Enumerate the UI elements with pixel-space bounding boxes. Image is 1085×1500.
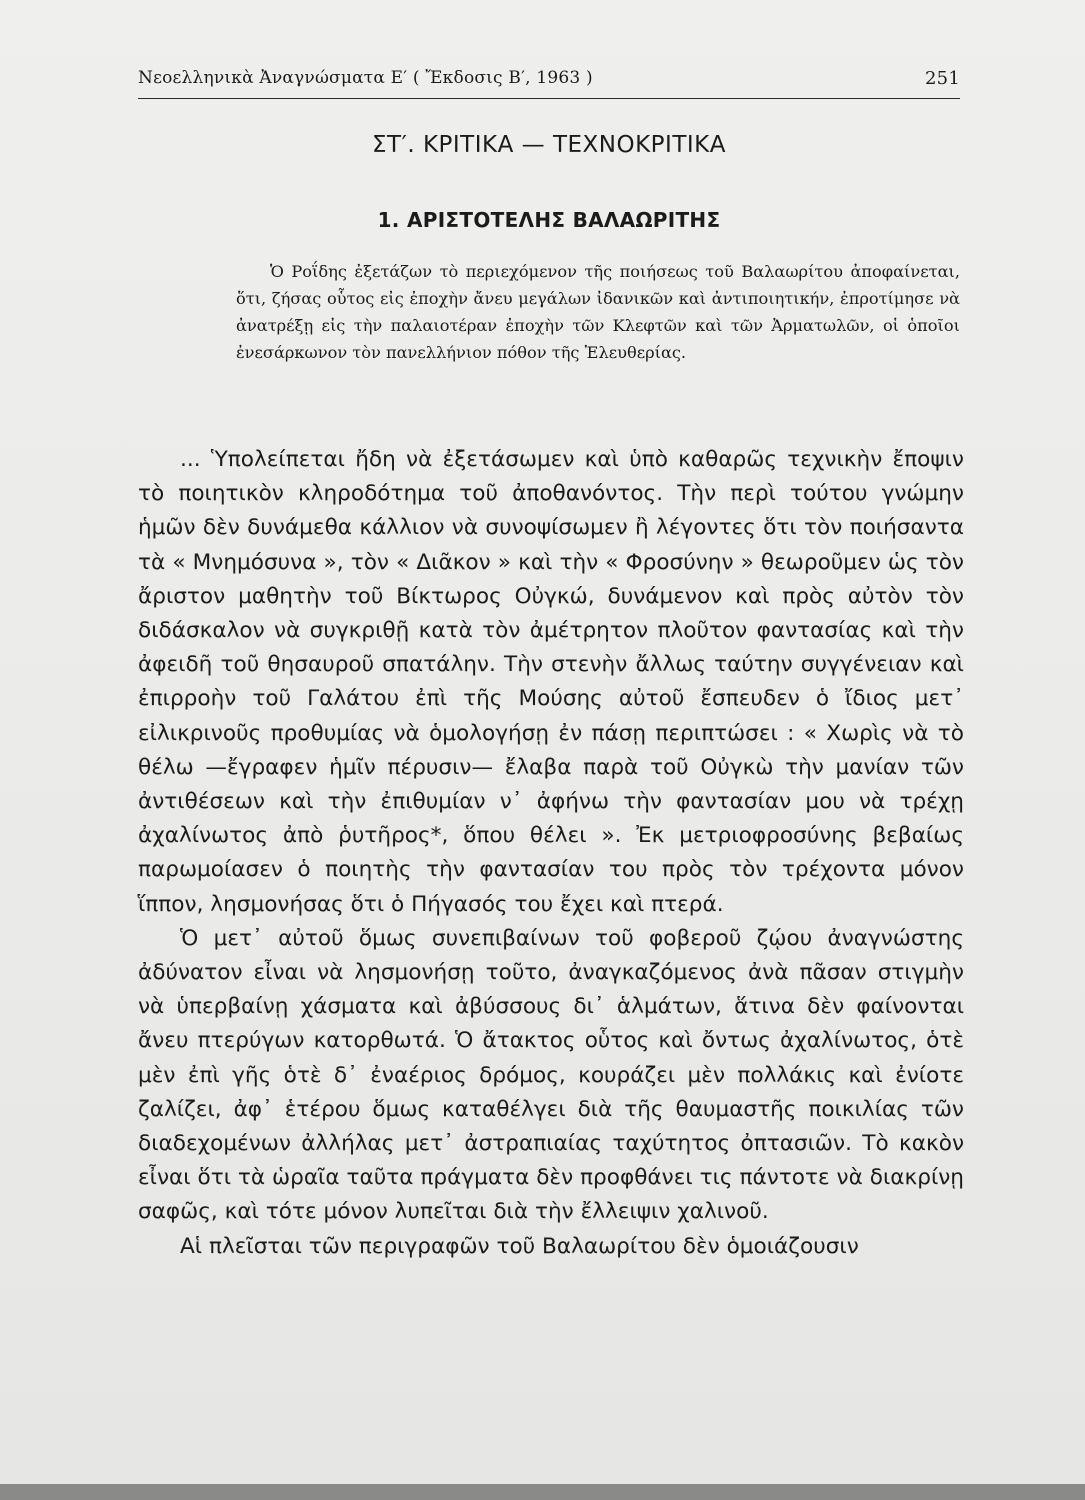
running-title: Νεοελληνικὰ Ἀναγνώσματα Ε′ ( Ἔκδοσις Β′, 1963 ) [138, 68, 593, 88]
body-text [138, 443, 964, 1264]
section-title: ΣΤ′. ΚΡΙΤΙΚΑ — ΤΕΧΝΟΚΡΙΤΙΚΑ [372, 132, 726, 158]
intro-paragraph: Ὁ Ροΐδης ἐξετάζων τὸ περιεχόμενον τῆς ποιήσεως τοῦ Βαλαωρίτου ἀποφαίνεται, ὅτι, ζήσας οὗτος εἰς ἐποχὴν ἄνευ μεγάλων ἰδανικῶν καὶ ἀντιποιητικήν, ἐπροτίμησε νὰ ἀνατρέξῃ εἰς τὴν παλαιοτέραν ἐποχὴν τῶν Κλεφτῶν καὶ τῶν Ἀρματωλῶν, οἱ ὁποῖοι ἐνεσάρκωνον τὸν πανελλήνιον πόθον τῆς Ἐλευθερίας. [236, 262, 960, 362]
body-paragraph: ... Ὑπολείπεται ἤδη νὰ ἐξετάσωμεν καὶ ὑπὸ καθαρῶς τεχνικὴν ἔποψιν τὸ ποιητικὸν κληροδότημα τοῦ ἀποθανόντος. Τὴν περὶ τούτου γνώμην ἡμῶν δὲν δυνάμεθα κάλλιον νὰ συνοψίσωμεν ἢ λέγοντες ὅτι τὸν ποιήσαντα τὰ « Μνημόσυνα », τὸν « Διᾶκον » καὶ τὴν « Φροσύνην » θεωροῦμεν ὡς τὸν ἄριστον μαθητὴν τοῦ Βίκτωρος Οὐγκώ, δυνάμενον καὶ πρὸς αὐτὸν τὸν διδάσκαλον νὰ συγκριθῇ κατὰ τὸν ἀμέτρητον πλοῦτον φαντασίας καὶ τὴν ἀφειδῆ τοῦ θησαυροῦ σπατάλην. Τὴν στενὴν ἄλλως ταύτην συγγένειαν καὶ ἐπιρροὴν τοῦ Γαλάτου ἐπὶ τῆς Μούσης αὐτοῦ ἔσπευδεν ὁ ἴδιος μετ᾿ εἰλικρινοῦς προθυμίας νὰ ὁμολογήσῃ ἐν πάσῃ περιπτώσει : « Χωρὶς νὰ τὸ θέλω —ἔγραφεν ἡμῖν πέρυσιν— ἔλαβα παρὰ τοῦ Οὐγκὼ τὴν μανίαν τῶν ἀντιθέσεων καὶ τὴν ἐπιθυμίαν ν᾿ ἀφήνω τὴν φαντασίαν μου νὰ τρέχῃ ἀχαλίνωτος ἀπὸ ῥυτῆρος*, ὅπου θέλει ». Ἐκ μετριοφροσύνης βεβαίως παρωμοίασεν ὁ ποιητὴς τὴν φαντασίαν του πρὸς τὸν τρέχοντα μόνον ἵππον, λησμονήσας ὅτι ὁ Πήγασός του ἔχει καὶ πτερά. [138, 447, 964, 917]
page-number: 251 [925, 68, 960, 89]
body-paragraph: Ὁ μετ᾿ αὐτοῦ ὅμως συνεπιβαίνων τοῦ φοβεροῦ ζῴου ἀναγνώστης ἀδύνατον εἶναι νὰ λησμονήσῃ τοῦτο, ἀναγκαζόμενος ἀνὰ πᾶσαν στιγμὴν νὰ ὑπερβαίνῃ χάσματα καὶ ἀβύσσους δι᾿ ἁλμάτων, ἅτινα δὲν φαίνονται ἄνευ πτερύγων κατορθωτά. Ὁ ἄτακτος οὗτος καὶ ὄντως ἀχαλίνωτος, ὁτὲ μὲν ἐπὶ γῆς ὁτὲ δ᾿ ἐναέριος δρόμος, κουράζει μὲν πολλάκις καὶ ἐνίοτε ζαλίζει, ἀφ᾿ ἑτέρου ὅμως καταθέλγει διὰ τῆς θαυμαστῆς ποικιλίας τῶν διαδεχομένων ἀλλήλας μετ᾿ ἀστραπιαίας ταχύτητος ὀπτασιῶν. Τὸ κακὸν εἶναι ὅτι τὰ ὡραῖα ταῦτα πράγματα δὲν προφθάνει τις πάντοτε νὰ διακρίνῃ σαφῶς, καὶ τότε μόνον λυπεῖται διὰ τὴν ἔλλειψιν χαλινοῦ. [138, 925, 964, 1225]
body-paragraph: Αἱ πλεῖσται τῶν περιγραφῶν τοῦ Βαλαωρίτου δὲν ὁμοιάζουσιν [180, 1233, 859, 1259]
chapter-title: 1. ΑΡΙΣΤΟΤΕΛΗΣ ΒΑΛΑΩΡΙΤΗΣ [377, 208, 721, 232]
header-rule [138, 98, 960, 99]
intro-note [236, 258, 960, 366]
running-head [138, 68, 960, 98]
page-bottom-edge [0, 1484, 1085, 1500]
